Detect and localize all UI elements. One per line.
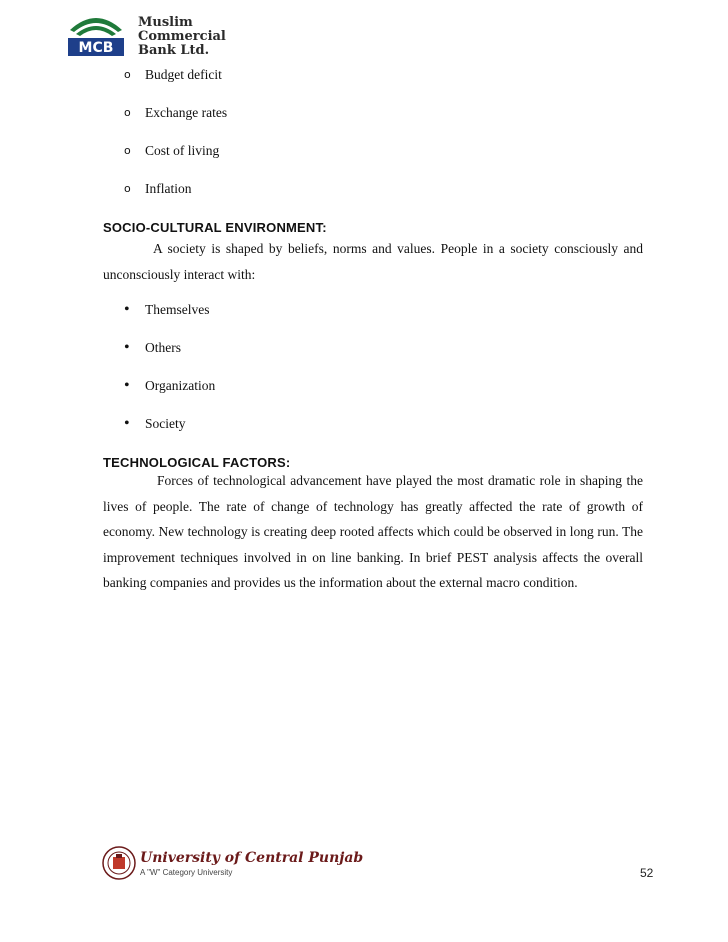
bank-name-line: Bank Ltd.	[138, 43, 210, 58]
circle-bullet-icon: o	[124, 68, 131, 81]
list-item-label: Themselves	[145, 302, 210, 317]
mcb-logo	[66, 10, 236, 60]
list-item-label: Cost of living	[145, 143, 220, 158]
circle-bullet-icon: o	[124, 144, 131, 157]
circle-bullet-icon: o	[124, 182, 131, 195]
university-tagline: A "W" Category University	[140, 868, 233, 877]
bank-name-line: Commercial	[138, 29, 226, 44]
circle-bullet-icon: o	[124, 106, 131, 119]
university-seal-icon	[102, 846, 136, 880]
bullet-icon: •	[124, 415, 130, 432]
list-item-label: Others	[145, 340, 181, 355]
socio-cultural-intro-text: A society is shaped by beliefs, norms and values. People in a society consciously and unconsciously interact with:	[103, 241, 643, 282]
logo-initials: MCB	[78, 40, 114, 56]
bank-name-line: Muslim	[138, 15, 193, 30]
bank-name	[138, 16, 226, 58]
ucp-footer-logo	[102, 846, 364, 886]
list-item-label: Exchange rates	[145, 105, 228, 120]
socio-cultural-intro	[103, 236, 643, 287]
list-item-label: Organization	[145, 378, 216, 393]
page-number: 52	[640, 866, 654, 880]
university-name: University of Central Punjab	[140, 850, 364, 866]
list-item-label: Society	[145, 416, 186, 431]
technological-paragraph-text: Forces of technological advancement have played the most dramatic role in shaping the lives of people. The rate of change of technology has greatly affected the rate of growth of economy. New technology is creating deep rooted affects which could be observed in long run. The improvement techniques involved in on line banking. In brief PEST analysis affects the overall banking companies and provides us the information about the external macro condition.	[103, 473, 643, 590]
technological-paragraph	[103, 468, 643, 596]
list-item-label: Budget deficit	[145, 67, 222, 82]
section-heading-technological: TECHNOLOGICAL FACTORS:	[103, 455, 291, 470]
bullet-icon: •	[124, 377, 130, 394]
list-item-label: Inflation	[145, 181, 192, 196]
section-heading-socio-cultural: SOCIO-CULTURAL ENVIRONMENT:	[103, 220, 327, 235]
bullet-icon: •	[124, 339, 130, 356]
bullet-icon: •	[124, 301, 130, 318]
mcb-emblem-icon	[66, 10, 126, 58]
